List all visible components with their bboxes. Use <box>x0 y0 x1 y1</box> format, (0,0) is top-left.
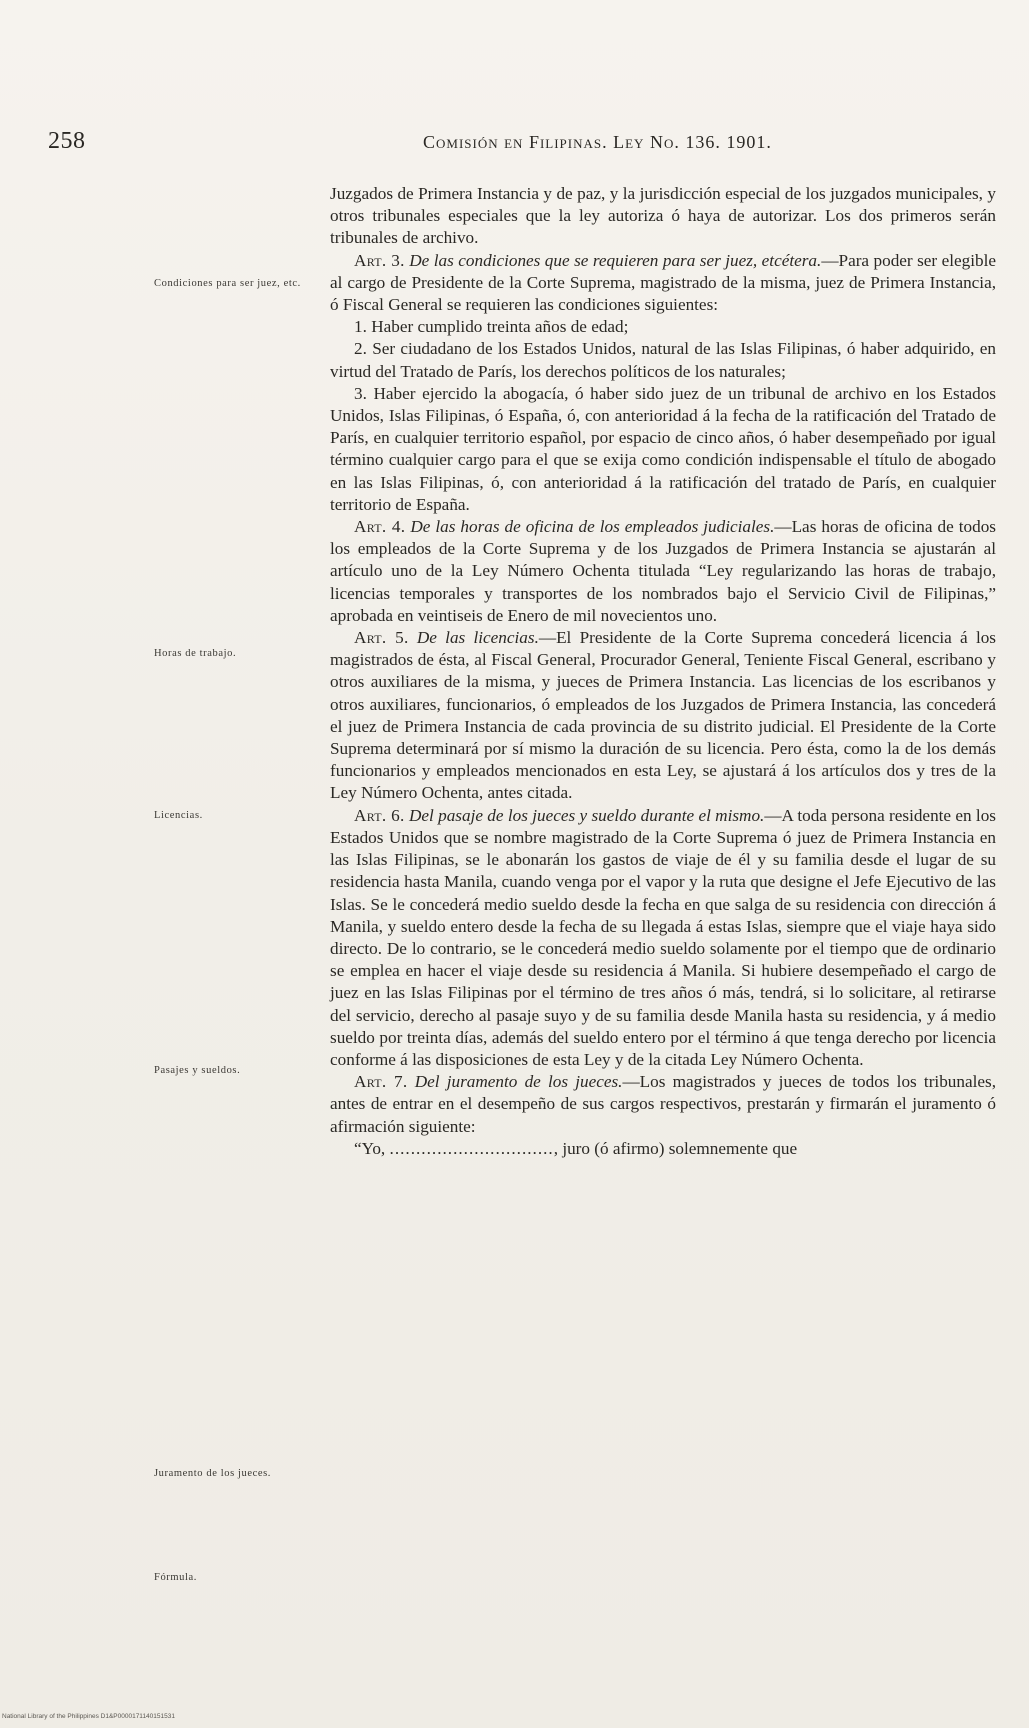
sidenote-licencias: Licencias. <box>154 810 203 821</box>
sidenote-pasajes: Pasajes y sueldos. <box>154 1065 241 1076</box>
paragraph-continuation <box>330 183 996 250</box>
footer-credit: National Library of the Philippines D1&P0000171140151531 <box>2 1713 175 1720</box>
paragraph-art-6 <box>330 805 996 1071</box>
article-number: Art. 6. <box>354 805 405 825</box>
sidenote-juramento: Juramento de los jueces. <box>154 1468 272 1479</box>
paragraph-text: Juzgados de Primera Instancia y de paz, y la jurisdicción especial de los juzgados municipales, y otros tribunales especiales que la ley autoriza ó haya de autorizar. Los dos primeros serán tribunales de archivo. <box>330 184 996 248</box>
list-item <box>330 338 996 382</box>
paragraph-text: —Para poder ser elegible al cargo de Presidente de la Corte Suprema, magistrado de la misma, juez de Primera Instancia, ó Fiscal General se requieren las condiciones siguientes: <box>330 250 996 315</box>
formula-open: “Yo, <box>354 1138 386 1158</box>
paragraph-art-3 <box>330 250 996 317</box>
sidenote-condiciones: Condiciones para ser juez, etc. <box>154 278 301 289</box>
formula-rest: , juro (ó afirmo) solemnemente que <box>553 1138 798 1158</box>
article-title: De las condiciones que se requieren para ser juez, etcétera. <box>409 250 822 270</box>
article-number: Art. 4. <box>354 517 406 537</box>
paragraph-text: —Las horas de oficina de todos los empleados de la Corte Suprema y de los Juzgados de Primera Instancia se ajustarán al artículo uno de la Ley Número Ochenta titulada “Ley regularizando las horas de trabajo, licencias temporales y transportes de los nombrados bajo el Servicio Civil de Filipinas,” aprobada en veintiseis de Enero de mil novecientos uno. <box>330 517 996 625</box>
sidenote-formula: Fórmula. <box>154 1572 198 1583</box>
paragraph-art-7 <box>330 1071 996 1138</box>
oath-formula <box>330 1138 996 1160</box>
body-text <box>330 183 996 1160</box>
paragraph-art-5 <box>330 627 996 805</box>
article-title: De las horas de oficina de los empleados judiciales. <box>410 517 775 537</box>
article-title: Del juramento de los jueces. <box>414 1072 623 1092</box>
formula-blank: ............................... <box>389 1138 554 1158</box>
list-item <box>330 383 996 516</box>
paragraph-text: —Los magistrados y jueces de todos los tribunales, antes de entrar en el desempeño de sus cargos respectivos, prestarán y firmarán el juramento ó afirmación siguiente: <box>330 1072 996 1136</box>
article-number: Art. 3. <box>354 250 405 270</box>
article-title: Del pasaje de los jueces y sueldo durante el mismo. <box>408 805 765 825</box>
article-number: Art. 5. <box>354 628 409 648</box>
list-item-text: 1. Haber cumplido treinta años de edad; <box>354 317 629 337</box>
paragraph-art-4 <box>330 516 996 627</box>
paragraph-text: —El Presidente de la Corte Suprema concederá licencia á los magistrados de ésta, al Fiscal General, Procurador General, Teniente Fiscal General, escribano y otros auxiliares de la misma, y jueces de Primera Instancia. Las licencias de los escribanos y otros auxiliares, funcionarios, ó empleados de los Juzgados de Primera Instancia, las concederá el juez de Primera Instancia de cada provincia de su distrito judicial. El Presidente de la Corte Suprema determinará por sí mismo la duración de su licencia. Pero ésta, como la de los demás funcionarios y empleados mencionados en esta Ley, se ajustará á los artículos dos y tres de la Ley Número Ochenta, antes citada. <box>330 628 996 803</box>
article-number: Art. 7. <box>354 1072 408 1092</box>
sidenote-horas: Horas de trabajo. <box>154 648 237 659</box>
running-head: Comisión en Filipinas. Ley No. 136. 1901. <box>423 132 772 152</box>
list-item <box>330 316 996 338</box>
article-title: De las licencias. <box>416 628 539 648</box>
page-header <box>48 128 908 162</box>
paragraph-text: —A toda persona residente en los Estados Unidos que se nombre magistrado de la Corte Suprema ó juez de Primera Instancia en las Islas Filipinas, se le abonarán los gastos de viaje de él y su familia desde el lugar de su residencia hasta Manila, cuando venga por el vapor y la ruta que designe el Jefe Ejecutivo de las Islas. Se le concederá medio sueldo desde la fecha en que salga de su residencia con dirección á Manila, y sueldo entero desde la fecha de su llegada á estas Islas, siempre que el viaje haya sido directo. De lo contrario, se le concederá medio sueldo solamente por el tiempo que de ordinario se emplea en hacer el viaje desde su residencia á Manila. Si hubiere desempeñado el cargo de juez en las Islas Filipinas por el término de tres años ó más, tendrá, si lo solicitare, al retirarse del servicio, derecho al pasaje suyo y de su familia desde Manila hasta su residencia, y á medio sueldo por treinta días, además del sueldo entero por el término á que tenga derecho por licencia conforme á las disposiciones de esta Ley y de la citada Ley Número Ochenta. <box>330 805 996 1069</box>
list-item-text: 3. Haber ejercido la abogacía, ó haber sido juez de un tribunal de archivo en los Estados Unidos, Islas Filipinas, ó España, ó, con anterioridad á la fecha de la ratificación del Tratado de París, en cualquier territorio español, por espacio de cinco años, ó haber desempeñado por igual término cualquier cargo para el que se exija como condición indispensable el título de abogado en las Islas Filipinas, ó, con anterioridad á la ratificación del tratado de París, en cualquier territorio de España. <box>330 383 996 514</box>
list-item-text: 2. Ser ciudadano de los Estados Unidos, natural de las Islas Filipinas, ó haber adquirido, en virtud del Tratado de París, los derechos políticos de los naturales; <box>330 339 996 381</box>
page-number: 258 <box>48 128 86 154</box>
